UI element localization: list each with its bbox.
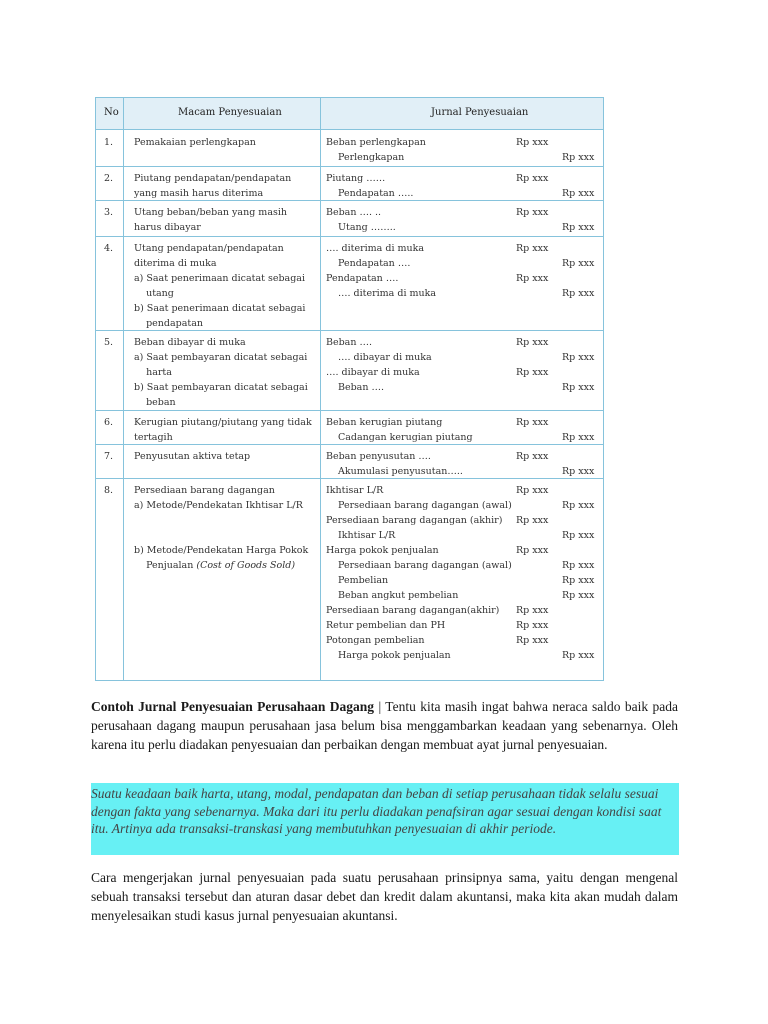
row-divider <box>96 444 603 445</box>
debit-amount: Rp xxx <box>516 545 549 556</box>
journal-entry-line: Persediaan barang dagangan (awal) <box>338 500 512 511</box>
journal-entry-line: …. diterima di muka <box>338 288 437 299</box>
journal-entry-line: Ikhtisar L/R <box>326 485 384 496</box>
header-jurnal: Jurnal Penyesuaian <box>431 107 529 118</box>
adjustment-type-line: Utang pendapatan/pendapatan <box>134 243 284 254</box>
credit-amount: Rp xxx <box>562 500 595 511</box>
journal-entry-line: Retur pembelian dan PH <box>326 620 446 631</box>
closing-paragraph: Cara mengerjakan jurnal penyesuaian pada suatu perusahaan prinsipnya sama, yaitu dengan mengenal sebuah transaksi tersebut dan aturan dasar debet dan kredit dalam akuntansi, maka kita akan mudah dalam menyelesaikan studi kasus jurnal penyesuaian akuntansi. <box>91 870 678 923</box>
adjustment-type-line: Persediaan barang dagangan <box>134 485 275 496</box>
journal-entry-line: Akumulasi penyusutan….. <box>338 466 463 477</box>
journal-entry-line: Perlengkapan <box>338 152 405 163</box>
adjustment-type-line: tertagih <box>134 432 173 443</box>
adjustment-type-line: Pemakaian perlengkapan <box>134 137 256 148</box>
adjustment-type-line: harta <box>134 367 172 378</box>
journal-entry-line: Beban penyusutan …. <box>326 451 431 462</box>
adjustment-type-line: Kerugian piutang/piutang yang tidak <box>134 417 312 428</box>
credit-amount: Rp xxx <box>562 575 595 586</box>
credit-amount: Rp xxx <box>562 466 595 477</box>
credit-amount: Rp xxx <box>562 590 595 601</box>
header-no: No <box>104 107 119 118</box>
journal-entry-line: …. dibayar di muka <box>326 367 420 378</box>
credit-amount: Rp xxx <box>562 258 595 269</box>
journal-entry-line: Beban kerugian piutang <box>326 417 443 428</box>
row-divider <box>96 478 603 479</box>
adjustment-type-line: yang masih harus diterima <box>134 188 264 199</box>
adjustment-type-text: Penjualan <box>134 560 197 571</box>
row-divider <box>96 166 603 167</box>
credit-amount: Rp xxx <box>562 560 595 571</box>
row-divider <box>96 200 603 201</box>
row-number: 2. <box>104 173 114 184</box>
row-number: 3. <box>104 207 114 218</box>
row-number: 8. <box>104 485 114 496</box>
journal-entry-line: Harga pokok penjualan <box>338 650 451 661</box>
debit-amount: Rp xxx <box>516 137 549 148</box>
journal-entry-line: Persediaan barang dagangan (akhir) <box>326 515 503 526</box>
table-header <box>96 98 603 130</box>
adjustment-type-line: harus dibayar <box>134 222 201 233</box>
debit-amount: Rp xxx <box>516 207 549 218</box>
journal-entry-line: Beban …. <box>338 382 385 393</box>
debit-amount: Rp xxx <box>516 243 549 254</box>
journal-entry-line: Potongan pembelian <box>326 635 425 646</box>
highlight-text: Suatu keadaan baik harta, utang, modal, pendapatan dan beban di setiap perusahaan tidak selalu sesuai dengan fakta yang sebenarnya. Maka dari itu perlu diadakan penafsiran agar sesuai dengan kondisi saat itu. Artinya ada transaksi-transkasi yang membutuhkan penyesuaian di akhir periode. <box>91 786 662 836</box>
adjustment-type-line: b) Saat penerimaan dicatat sebagai <box>134 303 306 314</box>
debit-amount: Rp xxx <box>516 451 549 462</box>
debit-amount: Rp xxx <box>516 635 549 646</box>
adjustment-type-line: utang <box>134 288 174 299</box>
journal-entry-line: Pembelian <box>338 575 389 586</box>
adjustment-type-line: a) Saat penerimaan dicatat sebagai <box>134 273 306 284</box>
row-number: 1. <box>104 137 114 148</box>
journal-entry-line: Pendapatan ….. <box>338 188 414 199</box>
debit-amount: Rp xxx <box>516 605 549 616</box>
row-number: 5. <box>104 337 114 348</box>
debit-amount: Rp xxx <box>516 367 549 378</box>
intro-paragraph <box>91 697 678 754</box>
journal-entry-line: Cadangan kerugian piutang <box>338 432 473 443</box>
row-divider <box>96 410 603 411</box>
debit-amount: Rp xxx <box>516 485 549 496</box>
credit-amount: Rp xxx <box>562 288 595 299</box>
journal-entry-line: Beban …. <box>326 337 373 348</box>
row-number: 6. <box>104 417 114 428</box>
adjustment-type-line: Beban dibayar di muka <box>134 337 246 348</box>
adjustment-type-line: pendapatan <box>134 318 203 329</box>
adjustment-type-line: diterima di muka <box>134 258 217 269</box>
journal-entry-line: …. dibayar di muka <box>338 352 432 363</box>
row-number: 4. <box>104 243 114 254</box>
credit-amount: Rp xxx <box>562 352 595 363</box>
adjustment-table <box>95 97 604 681</box>
debit-amount: Rp xxx <box>516 417 549 428</box>
adjustment-type-line: b) Saat pembayaran dicatat sebagai <box>134 382 308 393</box>
credit-amount: Rp xxx <box>562 222 595 233</box>
row-divider <box>96 330 603 331</box>
header-macam: Macam Penyesuaian <box>178 107 282 118</box>
journal-entry-line: Pendapatan …. <box>326 273 399 284</box>
credit-amount: Rp xxx <box>562 432 595 443</box>
column-divider <box>320 98 321 680</box>
journal-entry-line: Piutang …… <box>326 173 386 184</box>
journal-entry-line: Beban angkut pembelian <box>338 590 459 601</box>
adjustment-type-line: beban <box>134 397 176 408</box>
journal-entry-line: Pendapatan …. <box>338 258 411 269</box>
credit-amount: Rp xxx <box>562 650 595 661</box>
adjustment-type-line: Piutang pendapatan/pendapatan <box>134 173 292 184</box>
journal-entry-line: Beban perlengkapan <box>326 137 426 148</box>
article-title: Contoh Jurnal Penyesuaian Perusahaan Dagang <box>91 699 375 714</box>
debit-amount: Rp xxx <box>516 337 549 348</box>
journal-entry-line: …. diterima di muka <box>326 243 425 254</box>
debit-amount: Rp xxx <box>516 515 549 526</box>
debit-amount: Rp xxx <box>516 173 549 184</box>
journal-entry-line: Persediaan barang dagangan(akhir) <box>326 605 500 616</box>
column-divider <box>123 98 124 680</box>
credit-amount: Rp xxx <box>562 152 595 163</box>
adjustment-type-line: a) Saat pembayaran dicatat sebagai <box>134 352 308 363</box>
adjustment-type-line: Utang beban/beban yang masih <box>134 207 288 218</box>
credit-amount: Rp xxx <box>562 530 595 541</box>
credit-amount: Rp xxx <box>562 188 595 199</box>
debit-amount: Rp xxx <box>516 273 549 284</box>
adjustment-type-line: a) Metode/Pendekatan Ikhtisar L/R <box>134 500 303 511</box>
intro-text: Tentu kita masih ingat bahwa neraca saldo baik pada perusahaan dagang maupun perusahaan jasa belum bisa menggambarkan keadaan yang sebenarnya. Oleh karena itu perlu diadakan penyesuaian dan perbaikan dengan membuat ayat jurnal penyesuaian. <box>91 699 678 752</box>
adjustment-type-line: b) Metode/Pendekatan Harga Pokok <box>134 545 309 556</box>
journal-entry-line: Utang …….. <box>338 222 396 233</box>
journal-entry-line: Persediaan barang dagangan (awal) <box>338 560 512 571</box>
debit-amount: Rp xxx <box>516 620 549 631</box>
journal-entry-line: Beban …. .. <box>326 207 382 218</box>
row-divider <box>96 236 603 237</box>
journal-entry-line: Ikhtisar L/R <box>338 530 396 541</box>
title-separator: | <box>374 699 386 714</box>
adjustment-type-line <box>134 558 295 573</box>
cogs-label: (Cost of Goods Sold) <box>196 560 296 571</box>
journal-entry-line: Harga pokok penjualan <box>326 545 439 556</box>
adjustment-type-line: Penyusutan aktiva tetap <box>134 451 251 462</box>
credit-amount: Rp xxx <box>562 382 595 393</box>
row-number: 7. <box>104 451 114 462</box>
